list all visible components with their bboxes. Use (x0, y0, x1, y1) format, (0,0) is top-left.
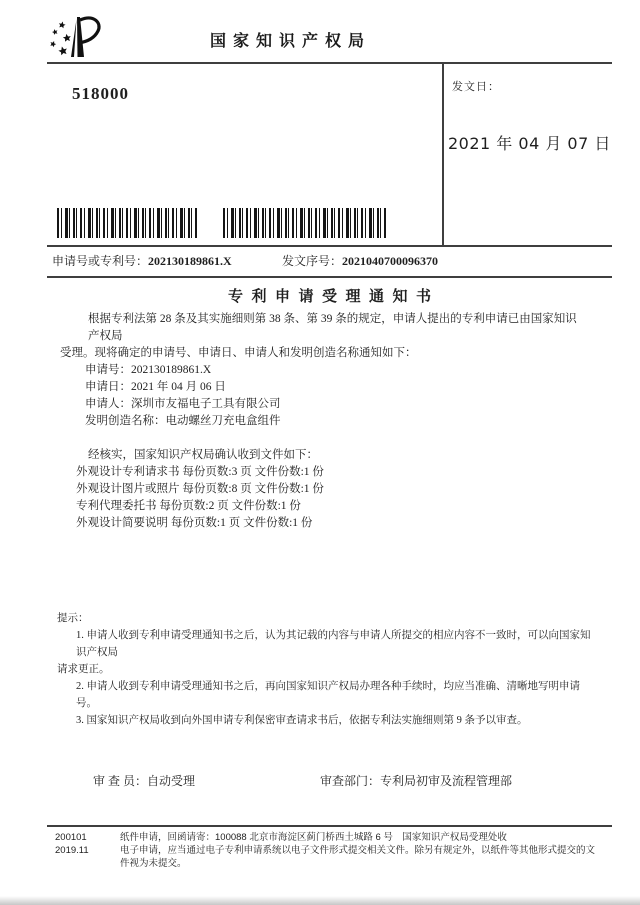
detail-application-number (60, 362, 588, 379)
agency-title: 国家知识产权局 (209, 33, 371, 50)
notice-body (60, 311, 588, 532)
examiner-value: 自动受理 (147, 774, 196, 788)
hint-line: 请求更正。 (57, 664, 110, 675)
dispatch-box-bottom-rule (47, 245, 612, 247)
examining-department (320, 772, 512, 789)
examiner (93, 772, 195, 789)
blank-line (60, 430, 588, 447)
footer-note-paper: 纸件申请，回函请寄：100088 北京市海淀区蓟门桥西土城路 6 号 国家知识产权局受理处收 (120, 832, 507, 843)
footer-form-code: 200101 (55, 832, 87, 843)
dispatch-serial (282, 252, 438, 269)
received-document-item: 外观设计图片或照片 每份页数:8 页 文件份数:1 份 (76, 483, 324, 495)
footer-rule (47, 825, 612, 827)
received-document-item: 专利代理委托书 每份页数:2 页 文件份数:1 份 (76, 500, 301, 512)
hints-section (57, 610, 594, 729)
detail-invention-title (60, 413, 588, 430)
hint-line: 1. 申请人收到专利申请受理通知书之后，认为其记载的内容与申请人所提交的相应内容不一致时，可以向国家知识产权局 (76, 630, 591, 658)
dispatch-serial-label: 发文序号： (282, 254, 343, 268)
application-number (52, 252, 232, 269)
body-paragraph-line: 受理。现将确定的申请号、申请日、申请人和发明创造名称通知如下： (60, 347, 417, 359)
department-value: 专利局初审及流程管理部 (380, 774, 513, 788)
header-rule (47, 62, 612, 64)
dispatch-serial-value: 2021040700096370 (342, 254, 439, 268)
application-number-label: 申请号或专利号： (52, 254, 149, 268)
detail-value: 2021 年 04 月 06 日 (131, 381, 226, 393)
received-document-item: 外观设计专利请求书 每份页数:3 页 文件份数:1 份 (76, 466, 324, 478)
detail-applicant (60, 396, 588, 413)
detail-label: 申请号： (85, 364, 131, 376)
issue-date-label: 发文日： (452, 81, 500, 93)
hint-line: 2. 申请人收到专利申请受理通知书之后，再向国家知识产权局办理各种手续时，均应当准确、清晰地写明申请号。 (76, 681, 580, 709)
notice-title: 专利申请受理通知书 (227, 289, 440, 305)
dispatch-box-divider (442, 62, 444, 246)
examiner-label: 审 查 员： (93, 774, 148, 788)
received-documents-header: 经核实，国家知识产权局确认收到文件如下： (88, 449, 318, 461)
detail-label: 发明创造名称： (85, 415, 166, 427)
detail-value: 深圳市友福电子工具有限公司 (131, 398, 281, 410)
body-paragraph-line: 根据专利法第 28 条及其实施细则第 38 条、第 39 条的规定，申请人提出的专利申请已由国家知识产权局 (88, 313, 577, 342)
detail-filing-date (60, 379, 588, 396)
hints-label: 提示： (57, 613, 89, 624)
detail-value: 202130189861.X (131, 364, 212, 376)
footer-form-code: 2019.11 (55, 845, 89, 856)
issue-date-value: 2021 年 04 月 07 日 (448, 134, 611, 153)
department-label: 审查部门： (320, 774, 381, 788)
application-number-value: 202130189861.X (148, 254, 232, 268)
footer-form-codes (55, 831, 120, 870)
footer-note-electronic: 电子申请，应当通过电子专利申请系统以电子文件形式提交相关文件。除另有规定外，以纸件等其他形式提交的文件视为未提交。 (120, 845, 596, 869)
postcode: 518000 (72, 84, 129, 103)
footer (55, 831, 600, 870)
detail-label: 申请日： (85, 381, 131, 393)
reference-row-rule (47, 276, 612, 278)
barcode-icon (57, 208, 197, 238)
detail-value: 电动螺丝刀充电盒组件 (165, 415, 281, 427)
barcode-icon (223, 208, 388, 238)
hint-line: 3. 国家知识产权局收到向外国申请专利保密审查请求书后，依据专利法实施细则第 9 条予以审查。 (76, 715, 528, 726)
footer-notes (120, 831, 600, 870)
detail-label: 申请人： (85, 398, 131, 410)
received-document-item: 外观设计简要说明 每份页数:1 页 文件份数:1 份 (76, 517, 313, 529)
